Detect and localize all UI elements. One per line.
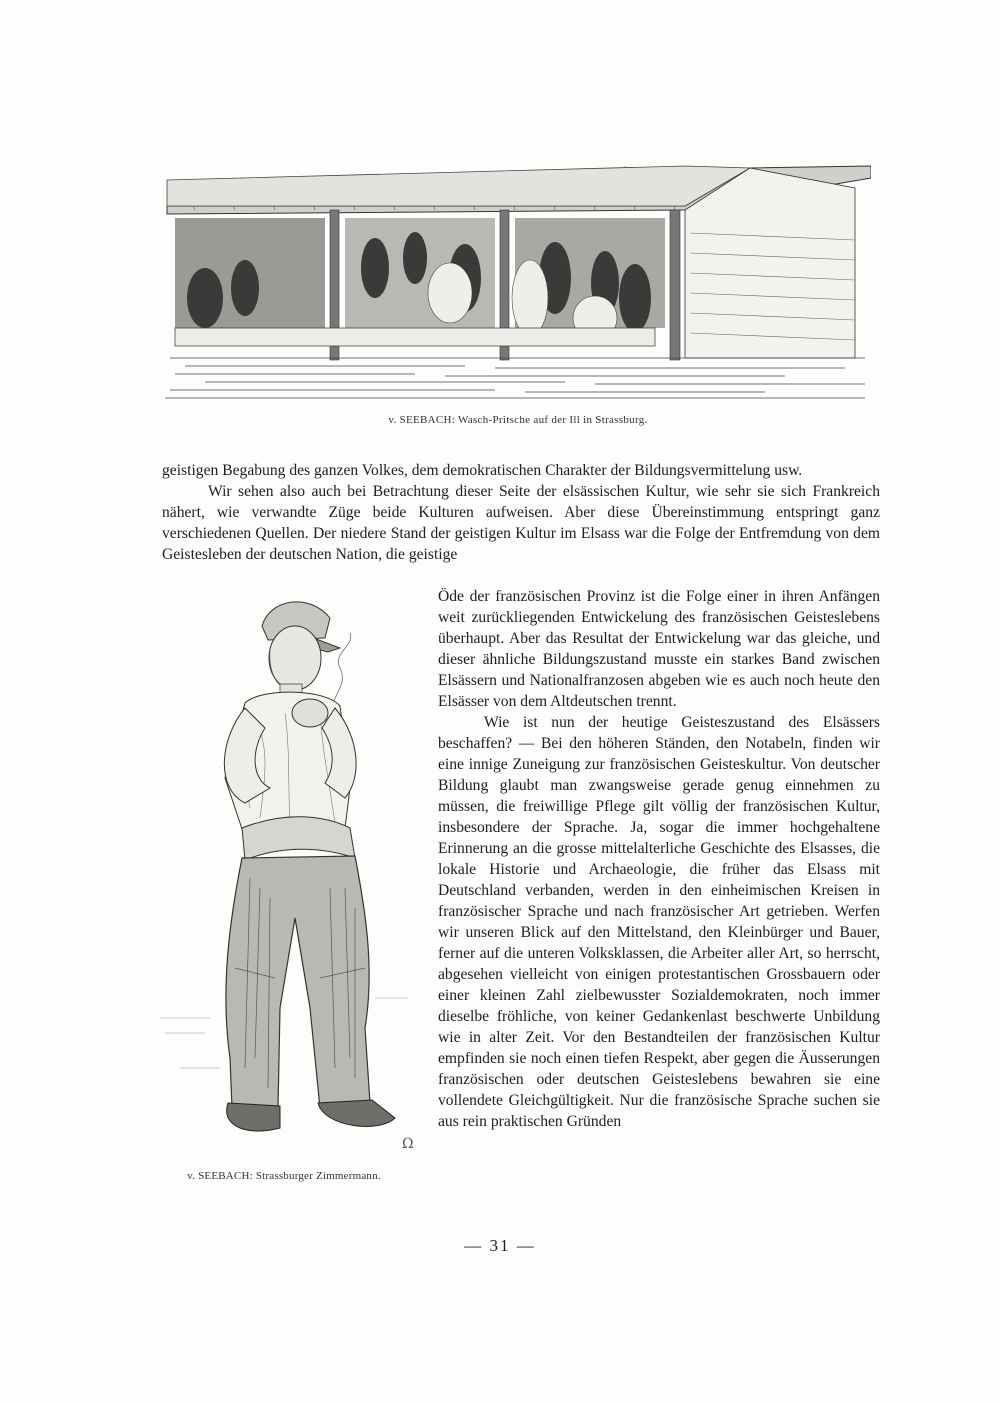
- paragraph-continuation: geistigen Begabung des ganzen Volkes, dem demokratischen Charakter der Bildungsvermittelung usw.: [162, 462, 803, 479]
- paragraph: Wir sehen also auch bei Betrachtung dieser Seite der elsässischen Kultur, wie sehr sie sich Frankreich nähert, wie verwandte Züge beide Kulturen aufweisen. Aber diese Übereinstimmung entspringt ganz verschiedenen Quellen. Der niedere Stand der geistigen Kultur im Elsass war die Folge der Entfremdung von dem Geistesleben der deutschen Nation, die geistige: [162, 483, 880, 563]
- svg-text:Ω: Ω: [402, 1136, 414, 1152]
- full-width-text: [162, 460, 880, 565]
- wash-barge-illustration: [165, 158, 871, 406]
- carpenter-illustration: [150, 588, 418, 1168]
- left-figure-caption: v. SEEBACH: Strassburger Zimmermann.: [187, 1170, 381, 1182]
- column-text: [438, 586, 880, 1132]
- paragraph: Wie ist nun der heutige Geisteszustand des Elsässers beschaffen? — Bei den höheren Ständen, den Notabeln, finden wir eine innige Zuneigung zur französischen Geisteskultur. Von deutscher Bildung glaubt man zwangsweise gerade genug einnehmen zu müssen, die freiwillige Pflege gilt völlig der französischen Kultur, insbesondere der Sprache. Ja, sogar die immer hochgehaltene Erinnerung an die grosse mittelalterliche Geschichte des Elsasses, die lokale Historie und Archaeologie, die früher das Elsass mit Deutschland verbanden, werden in den einheimischen Kreisen in französischer Sprache und nach französischer Art getrieben. Werfen wir unseren Blick auf den Mittelstand, den Kleinbürger und Bauer, ferner auf die unteren Volksklassen, die Arbeiter aller Art, so herrscht, abgesehen vielleicht von einigen protestantischen Grossbauern oder einer kleinen Zahl zielbewusster Sozialdemokraten, noch immer dieselbe fröhliche, von keiner Gedankenlast beschwerte Unbildung wie in alter Zeit. Vor den Bestandteilen der französischen Kultur empfinden sie noch einen tiefen Respekt, aber gegen die Äusserungen französischen oder deutschen Geisteslebens bewahren sie eine vollendete Gleichgültigkeit. Nur die französische Sprache suchen sie aus rein praktischen Gründen: [438, 714, 880, 1130]
- paragraph-continuation: Öde der französischen Provinz ist die Folge einer in ihren Anfängen weit zurückliegenden Entwickelung des französischen Geisteslebens überhaupt. Aber das Resultat der Entwickelung war das gleiche, und dieser ähnliche Bildungszustand musste ein starkes Band zwischen Elsässern und Nationalfranzosen abgeben wie es auch noch heute den Elsässer von dem Altdeutschen trennt.: [438, 588, 880, 710]
- page-number: — 31 —: [464, 1236, 536, 1255]
- top-figure-caption: v. SEEBACH: Wasch-Pritsche auf der Ill in Strassburg.: [388, 414, 648, 426]
